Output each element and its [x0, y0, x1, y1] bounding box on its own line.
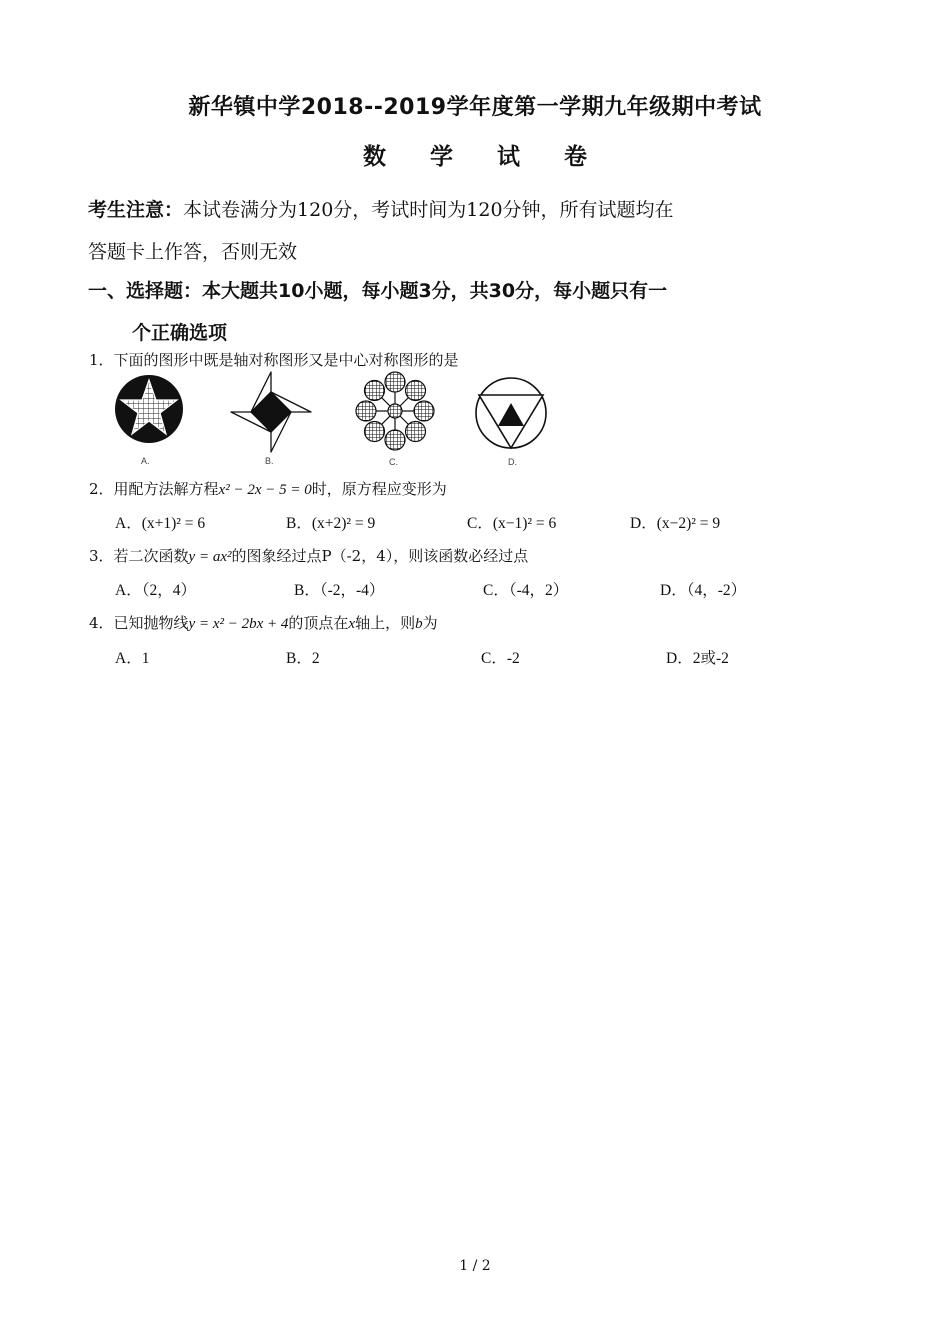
- question-3-option-c: C．（-4，2）: [483, 582, 569, 599]
- star-in-circle-icon: [113, 373, 185, 445]
- question-4-option-c: C．-2: [481, 650, 520, 667]
- question-4-parabola: y = x² − 2bx + 4: [188, 616, 289, 632]
- section-heading: [88, 270, 667, 354]
- figure-label-c: C.: [389, 457, 398, 467]
- question-3-option-d: D．（4，-2）: [660, 582, 747, 599]
- flower-circles-icon: [355, 371, 435, 451]
- question-3-stem-prefix: 3．若二次函数: [89, 547, 189, 565]
- figure-label-b: B.: [265, 456, 274, 466]
- question-4-stem-suffix: 为: [422, 614, 438, 632]
- question-4-stem-mid: 的顶点在: [288, 614, 349, 632]
- question-3-stem-suffix: 的图象经过点P（-2，4），则该函数必经过点: [231, 547, 529, 565]
- question-4-stem: [89, 612, 438, 633]
- candidate-notice: [88, 189, 674, 273]
- question-4-stem-prefix: 4．已知抛物线: [89, 614, 189, 632]
- exam-subtitle: 数 学 试 卷: [362, 144, 606, 170]
- figure-label-a: A.: [141, 456, 150, 466]
- question-2-option-b: B．(x+2)² = 9: [286, 515, 376, 532]
- section-heading-line-2: 个正确选项: [132, 322, 228, 344]
- question-2-stem: [89, 478, 447, 499]
- question-2-stem-suffix: 时，原方程应变形为: [311, 480, 447, 498]
- question-3-stem: [89, 545, 528, 566]
- question-2-equation: x² − 2x − 5 = 0: [218, 482, 312, 498]
- question-2-stem-prefix: 2．用配方法解方程: [89, 480, 219, 498]
- question-4-option-d: D．2或-2: [666, 650, 729, 667]
- exam-title: 新华镇中学2018--2019学年度第一学期九年级期中考试: [188, 95, 762, 120]
- question-4-option-b: B．2: [286, 650, 320, 667]
- question-3-option-a: A．（2，4）: [115, 582, 196, 599]
- notice-line-2: 答题卡上作答，否则无效: [88, 241, 298, 263]
- notice-label: 考生注意：: [88, 199, 184, 221]
- question-1-stem: 1．下面的图形中既是轴对称图形又是中心对称图形的是: [89, 351, 459, 369]
- question-2-option-a: A．(x+1)² = 6: [115, 515, 206, 532]
- question-4-b-var: b: [415, 616, 423, 632]
- question-4-option-a: A．1: [115, 650, 150, 667]
- section-heading-line-1: 一、选择题：本大题共10小题，每小题3分，共30分，每小题只有一: [88, 280, 668, 302]
- question-3-option-b: B．（-2，-4）: [294, 582, 385, 599]
- page-number: 1 / 2: [459, 1258, 491, 1274]
- question-4-stem-mid2: 轴上，则: [355, 614, 416, 632]
- pinwheel-icon: [229, 370, 313, 454]
- figure-label-d: D.: [508, 457, 517, 467]
- triangle-in-circle-icon: [474, 376, 548, 450]
- question-4-x-axis-var: x: [348, 616, 356, 632]
- question-3-function: y = ax²: [188, 549, 232, 565]
- notice-line-1: 本试卷满分为120分，考试时间为120分钟，所有试题均在: [183, 199, 674, 221]
- question-2-option-d: D．(x−2)² = 9: [630, 515, 721, 532]
- question-2-option-c: C．(x−1)² = 6: [467, 515, 557, 532]
